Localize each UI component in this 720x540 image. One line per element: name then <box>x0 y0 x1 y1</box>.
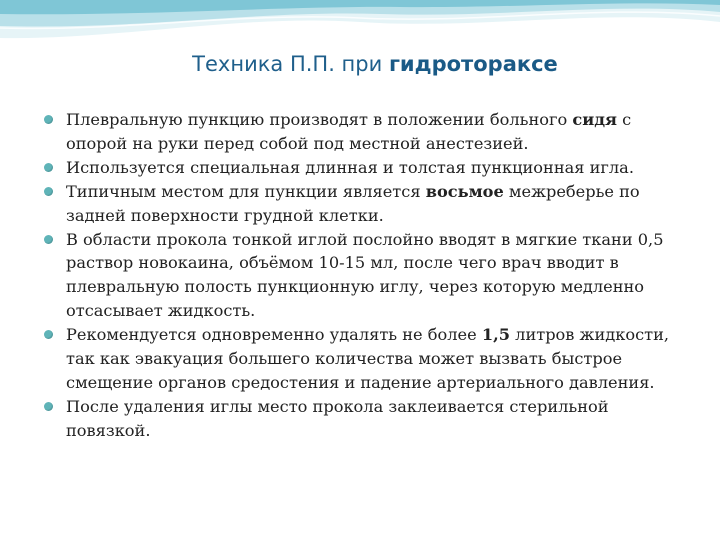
bullet-text: В области прокола тонкой иглой послойно вводят в мягкие ткани 0,5 раствор новокаина, объёмом 10-15 мл, после чего врач вводит в плевральную полость пункционную иглу, через которую медленно отсасывает жидкость. <box>66 229 664 321</box>
bullet-item <box>44 108 684 156</box>
bullet-item <box>44 323 684 395</box>
bullet-text: Плевральную пункцию производят в положении больного <box>66 110 573 129</box>
bullet-dot-icon <box>44 115 53 124</box>
slide-title-prefix: Техника П.П. при <box>192 52 389 76</box>
bullet-item <box>44 395 684 443</box>
bullet-item <box>44 228 684 324</box>
bullet-text: литров жидкости, так как эвакуация большего количества может вызвать быстрое смещение органов средостения и падение артериального давления. <box>66 325 670 392</box>
bullet-item <box>44 156 684 180</box>
bullet-text: После удаления иглы место прокола заклеивается стерильной повязкой. <box>66 396 609 440</box>
bullet-text: Типичным местом для пункции является <box>66 181 426 201</box>
bullet-text: с опорой на руки перед собой под местной анестезией. <box>66 110 632 153</box>
slide-title-emphasis: гидротораксе <box>388 52 558 76</box>
bullet-dot-icon <box>44 187 53 196</box>
bullet-text: межреберье по задней поверхности грудной клетки. <box>66 181 640 225</box>
bullet-dot-icon <box>44 402 53 411</box>
bullet-list <box>44 108 684 443</box>
bullet-item <box>44 180 684 228</box>
bullet-dot-icon <box>44 235 53 244</box>
bullet-text: Рекомендуется одновременно удалять не более <box>66 325 482 345</box>
bullet-emphasis-text: сидя <box>572 110 617 129</box>
bullet-text: Используется специальная длинная и толстая пункционная игла. <box>66 157 634 177</box>
slide-title <box>0 52 720 76</box>
bullet-emphasis-text: восьмое <box>425 181 504 201</box>
bullet-dot-icon <box>44 330 53 339</box>
bullet-emphasis-text: 1,5 <box>481 325 511 345</box>
bullet-dot-icon <box>44 163 53 172</box>
